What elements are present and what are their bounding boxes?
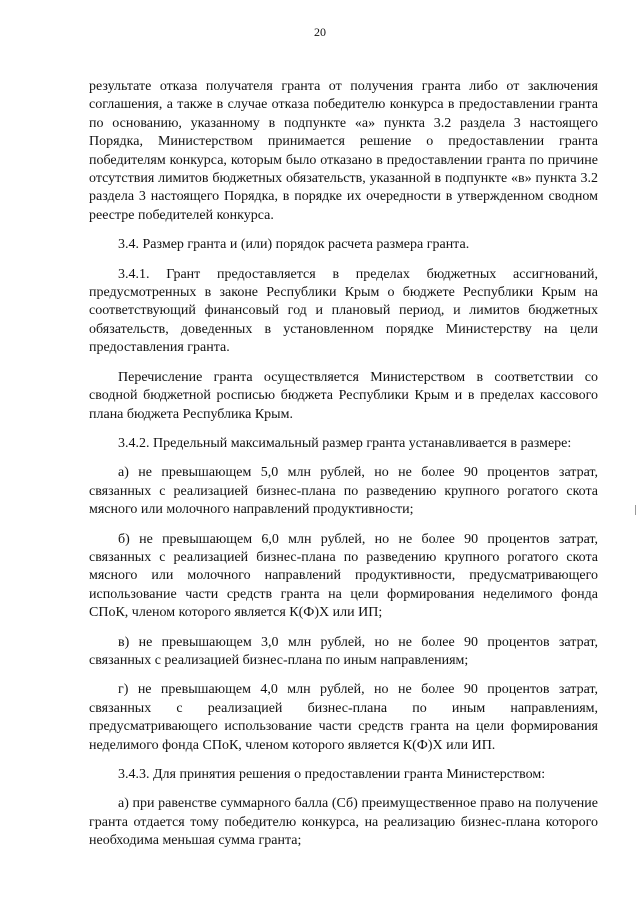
paragraph-3-4-3: 3.4.3. Для принятия решения о предоставлении гранта Министерством: <box>118 767 546 782</box>
list-item-a-3-4-3: а) при равенстве суммарного балла (Сб) преимущественное право на получение гранта отдается тому победителю конкурса, на реализацию бизнес-плана которого необходима меньшая сумма гранта; <box>89 796 598 849</box>
paragraph-3-4-2: 3.4.2. Предельный максимальный размер гранта устанавливается в размере: <box>118 435 572 451</box>
page-number: 20 <box>314 25 326 39</box>
document-body <box>89 78 598 862</box>
paragraph-3-4-1: 3.4.1. Грант предоставляется в пределах бюджетных ассигнований, предусмотренных в законе Республики Крым о бюджете Республики Крым на соответствующий финансовый год и плановый период, и лимитов бюджетных обязательств, доведенных в установленном порядке Министерству на цели предоставления гранта. <box>89 266 598 356</box>
paragraph-grant-transfer: Перечисление гранта осуществляется Министерством в соответствии со сводной бюджетной росписью бюджета Республики Крым и в пределах кассового плана бюджета Республика Крым. <box>89 369 598 422</box>
list-item-v: в) не превышающем 3,0 млн рублей, но не более 90 процентов затрат, связанных с реализацией бизнес-плана по иным направлениям; <box>89 634 598 668</box>
scan-edge-mark <box>635 505 636 515</box>
paragraph-continuation: результате отказа получателя гранта от получения гранта либо от заключения соглашения, а также в случае отказа победителю конкурса в предоставлении гранта по основанию, указанному в подпункте «а» пункта 3.2 раздела 3 настоящего Порядка, Министерством принимается решение о предоставлении гранта победителям конкурса, которым было отказано в предоставлении гранта по причине отсутствия лимитов бюджетных обязательств, указанной в подпункте «в» пункта 3.2 раздела 3 настоящего Порядка, в порядке их очередности в утвержденном сводном реестре победителей конкурса. <box>89 79 598 223</box>
list-item-b: б) не превышающем 6,0 млн рублей, но не более 90 процентов затрат, связанных с реализацией бизнес-плана по разведению крупного рогатого скота мясного или молочного направлений продуктивности, предусматривающего использование части средств гранта на цели формирования неделимого фонда СПоК, членом которого является К(Ф)Х или ИП; <box>89 531 598 621</box>
list-item-g: г) не превышающем 4,0 млн рублей, но не более 90 процентов затрат, связанных с реализацией бизнес-плана по иным направлениям, предусматривающего использование части средств гранта на цели формирования неделимого фонда СПоК, членом которого является К(Ф)Х или ИП. <box>89 682 598 753</box>
section-heading-3-4: 3.4. Размер гранта и (или) порядок расчета размера гранта. <box>118 237 470 253</box>
list-item-a: а) не превышающем 5,0 млн рублей, но не более 90 процентов затрат, связанных с реализацией бизнес-плана по разведению крупного рогатого скота мясного или молочного направлений продуктивности; <box>89 465 598 518</box>
